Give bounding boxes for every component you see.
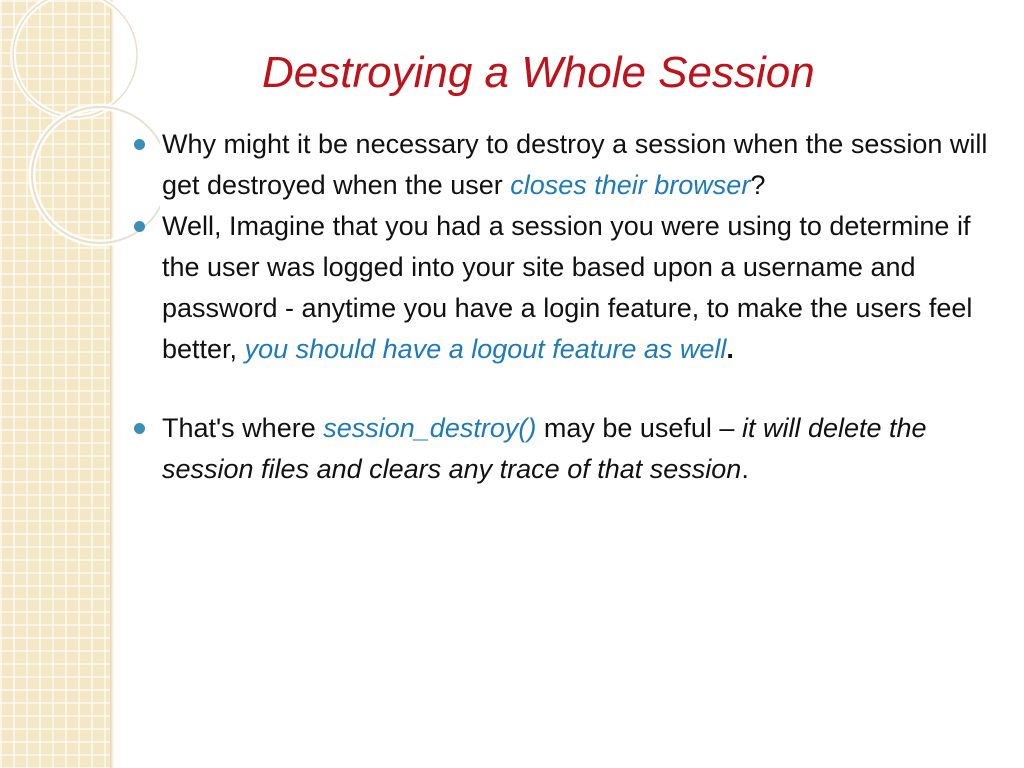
bullet-item-3 bbox=[130, 408, 1000, 490]
bullet-item-2 bbox=[130, 206, 1000, 370]
bullet-item-1 bbox=[130, 124, 1000, 206]
bullet-3-ending: . bbox=[741, 454, 749, 484]
bullet-dot-icon bbox=[134, 423, 145, 434]
bullet-3-code: session_destroy() bbox=[323, 413, 537, 443]
bullet-list bbox=[130, 124, 1000, 490]
decorative-circle-large-outline bbox=[13, 0, 137, 117]
bullet-2-ending: . bbox=[726, 334, 734, 364]
bullet-dot-icon bbox=[134, 221, 145, 232]
bullet-1-emphasis: closes their browser bbox=[510, 170, 751, 200]
slide-title: Destroying a Whole Session bbox=[262, 48, 815, 97]
bullet-2-text: Well, Imagine that you had a session you were using to determine if the user was logged into your site based upon a username and password - anytime you have a login feature, to make the users feel better, bbox=[162, 211, 973, 364]
bullet-2-emphasis: you should have a logout feature as well bbox=[244, 334, 727, 364]
bullet-3-text: That's where bbox=[162, 413, 324, 443]
bullet-1-text: Why might it be necessary to destroy a session when the session will get destroyed when the user bbox=[162, 129, 988, 200]
bullet-dot-icon bbox=[134, 139, 145, 150]
bullet-3-italic: it will delete the session files and clears any trace of that session bbox=[162, 413, 927, 484]
bullet-3-middle: may be useful – bbox=[536, 413, 742, 443]
bullet-1-ending: ? bbox=[750, 170, 766, 200]
